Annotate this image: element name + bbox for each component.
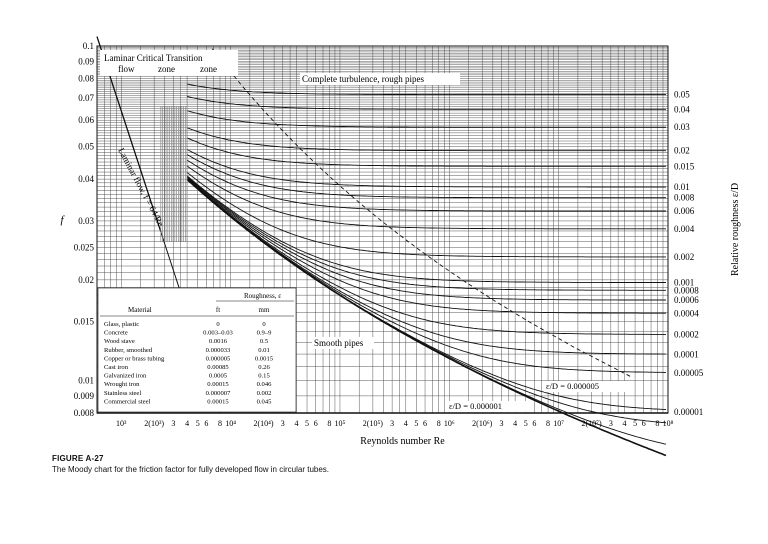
table-cell: 0.046 xyxy=(256,381,272,389)
x-tick-label: 4 xyxy=(622,419,627,428)
table-cell: 0.0005 xyxy=(208,372,228,380)
table-header: Material xyxy=(128,306,152,314)
x-tick-label: 5 xyxy=(523,419,528,428)
x-tick-label: 8 xyxy=(436,419,441,428)
x-tick-label: 10⁵ xyxy=(334,419,346,428)
x-tick-label: 8 xyxy=(218,419,223,428)
y-tick-label: 0.07 xyxy=(78,92,94,103)
roughness-label: 0.05 xyxy=(674,89,690,100)
roughness-label: 0.0008 xyxy=(674,285,699,296)
table-cell: Galvanized iron xyxy=(104,372,147,380)
table-cell: 0.5 xyxy=(259,338,269,346)
table-cell: Cast iron xyxy=(104,364,128,371)
x-tick-label: 10³ xyxy=(116,419,127,428)
table-cell: 0.01 xyxy=(258,346,270,354)
y-tick-label: 0.03 xyxy=(78,215,94,226)
table-cell: 0.002 xyxy=(256,389,272,397)
x-tick-label: 4 xyxy=(403,419,408,428)
roughness-table xyxy=(98,288,296,412)
table-cell: 0.00015 xyxy=(207,398,229,406)
zone-header-laminar: flow xyxy=(118,64,135,74)
roughness-label: 0.0004 xyxy=(674,308,699,319)
x-tick-label: 3 xyxy=(499,419,504,428)
x-tick-label: 4 xyxy=(294,419,299,428)
y-tick-label: 0.06 xyxy=(78,115,94,126)
table-cell: 0.15 xyxy=(258,372,270,380)
figure-number: FIGURE A-27 xyxy=(52,454,104,463)
x-tick-label: 2(10⁷) xyxy=(581,419,602,428)
table-cell: 0.000005 xyxy=(205,355,231,363)
y-tick-label: 0.1 xyxy=(82,41,94,51)
y-tick-label: 0.025 xyxy=(73,242,94,253)
smooth-pipes-label: Smooth pipes xyxy=(314,338,364,348)
y-tick-label: 0.04 xyxy=(78,174,94,185)
roughness-label: 0.006 xyxy=(674,206,695,217)
x-tick-label: 2(10⁶) xyxy=(472,419,493,428)
y-tick-label: 0.009 xyxy=(73,390,94,401)
table-cell: 0 xyxy=(216,321,220,328)
roughness-label: 0.002 xyxy=(674,251,695,262)
table-cell: Stainless steel xyxy=(104,389,142,397)
table-cell: Glass, plastic xyxy=(104,321,140,328)
roughness-label: 0.0001 xyxy=(674,349,699,360)
x-tick-label: 2(10³) xyxy=(144,419,165,428)
roughness-curve-0.006 xyxy=(187,160,666,211)
x-tick-label: 10⁸ xyxy=(662,419,674,428)
x-tick-label: 6 xyxy=(532,419,537,428)
y-axis-title: f xyxy=(60,213,64,226)
roughness-curve-0.002 xyxy=(187,172,666,257)
roughness-label: 0.01 xyxy=(674,181,690,192)
table-cell: 0.0015 xyxy=(254,355,274,363)
laminar-line-label: Laminar flow, f = 64/Re xyxy=(116,146,167,228)
x-axis-title: Reynolds number Re xyxy=(360,436,445,447)
table-cell: Rubber, smoothed xyxy=(104,346,153,354)
roughness-label: 0.004 xyxy=(674,223,695,234)
table-cell: Wrought iron xyxy=(104,381,140,389)
x-tick-label: 10⁶ xyxy=(443,419,455,428)
x-tick-label: 6 xyxy=(313,419,318,428)
roughness-label: 0.0002 xyxy=(674,329,699,340)
table-caption: Roughness, ε xyxy=(244,292,282,300)
roughness-curve-0.04 xyxy=(187,96,666,109)
y-tick-label: 0.09 xyxy=(78,56,94,67)
zone-header-line1: Laminar Critical Transition xyxy=(104,53,203,63)
roughness-label: 0.03 xyxy=(674,122,690,133)
roughness-label: 0.015 xyxy=(674,161,695,172)
x-tick-label: 3 xyxy=(171,419,176,428)
table-cell: 0.003–0.03 xyxy=(203,329,233,337)
figure-caption: The Moody chart for the friction factor for fully developed flow in circular tubes. xyxy=(52,465,330,474)
x-tick-label: 6 xyxy=(641,419,646,428)
y-tick-label: 0.08 xyxy=(78,73,94,84)
roughness-curve-0.01 xyxy=(187,149,666,187)
x-tick-label: 3 xyxy=(608,419,613,428)
x-tick-label: 2(10⁵) xyxy=(362,419,383,428)
table-cell: Concrete xyxy=(104,329,128,337)
table-cell: 0.000007 xyxy=(205,389,231,397)
x-tick-label: 5 xyxy=(414,419,419,428)
x-tick-label: 5 xyxy=(195,419,200,428)
zone-header-transition: zone xyxy=(200,64,217,74)
x-tick-label: 6 xyxy=(204,419,209,428)
table-header: mm xyxy=(258,306,270,314)
x-tick-label: 4 xyxy=(513,419,518,428)
table-cell: 0.00085 xyxy=(207,364,229,371)
x-tick-label: 4 xyxy=(185,419,190,428)
table-cell: 0.26 xyxy=(258,364,270,371)
y-tick-label: 0.02 xyxy=(78,274,94,285)
roughness-curve-0.008 xyxy=(187,155,666,198)
x-tick-label: 8 xyxy=(655,419,660,428)
x-tick-label: 5 xyxy=(305,419,310,428)
roughness-label: 0.04 xyxy=(674,104,690,115)
x-tick-label: 8 xyxy=(327,419,332,428)
x-tick-label: 6 xyxy=(423,419,428,428)
x-tick-label: 2(10⁴) xyxy=(253,419,274,428)
eps-5e-6-label: ε/D = 0.000005 xyxy=(546,381,599,391)
table-cell: Wood stave xyxy=(104,338,135,346)
roughness-label: 0.008 xyxy=(674,192,695,203)
complete-turbulence-label: Complete turbulence, rough pipes xyxy=(302,74,424,84)
x-tick-label: 3 xyxy=(280,419,285,428)
table-cell: Copper or brass tubing xyxy=(104,355,165,363)
roughness-label: 0.02 xyxy=(674,145,690,156)
x-tick-label: 10⁷ xyxy=(553,419,565,428)
x-tick-label: 3 xyxy=(390,419,395,428)
roughness-label: 0.0006 xyxy=(674,295,699,306)
roughness-curve-0.05 xyxy=(187,84,666,95)
table-cell: 0.0016 xyxy=(208,338,228,346)
x-tick-label: 8 xyxy=(546,419,551,428)
eps-1e-6-label: ε/D = 0.000001 xyxy=(449,401,502,411)
table-cell: 0.045 xyxy=(256,398,272,406)
y-tick-label: 0.015 xyxy=(73,316,94,327)
x-tick-label: 10⁴ xyxy=(225,419,237,428)
roughness-label: 0.00001 xyxy=(674,406,704,417)
roughness-label: 0.00005 xyxy=(674,367,704,378)
table-cell: 0.00015 xyxy=(207,381,229,389)
y-tick-label: 0.01 xyxy=(78,375,94,386)
roughness-label: 0.001 xyxy=(674,277,695,288)
x-tick-label: 5 xyxy=(633,419,638,428)
table-cell: 0 xyxy=(262,321,266,328)
table-cell: Commercial steel xyxy=(104,398,151,406)
y-tick-label: 0.008 xyxy=(73,408,94,418)
table-cell: 0.9–9 xyxy=(256,329,272,337)
roughness-curve-0.02 xyxy=(187,128,666,151)
zone-header-critical: zone xyxy=(158,64,175,74)
y2-axis-title: Relative roughness ε/D xyxy=(730,182,741,277)
y-tick-label: 0.05 xyxy=(78,141,94,152)
table-header: ft xyxy=(215,306,221,314)
table-cell: 0.000033 xyxy=(205,346,231,354)
